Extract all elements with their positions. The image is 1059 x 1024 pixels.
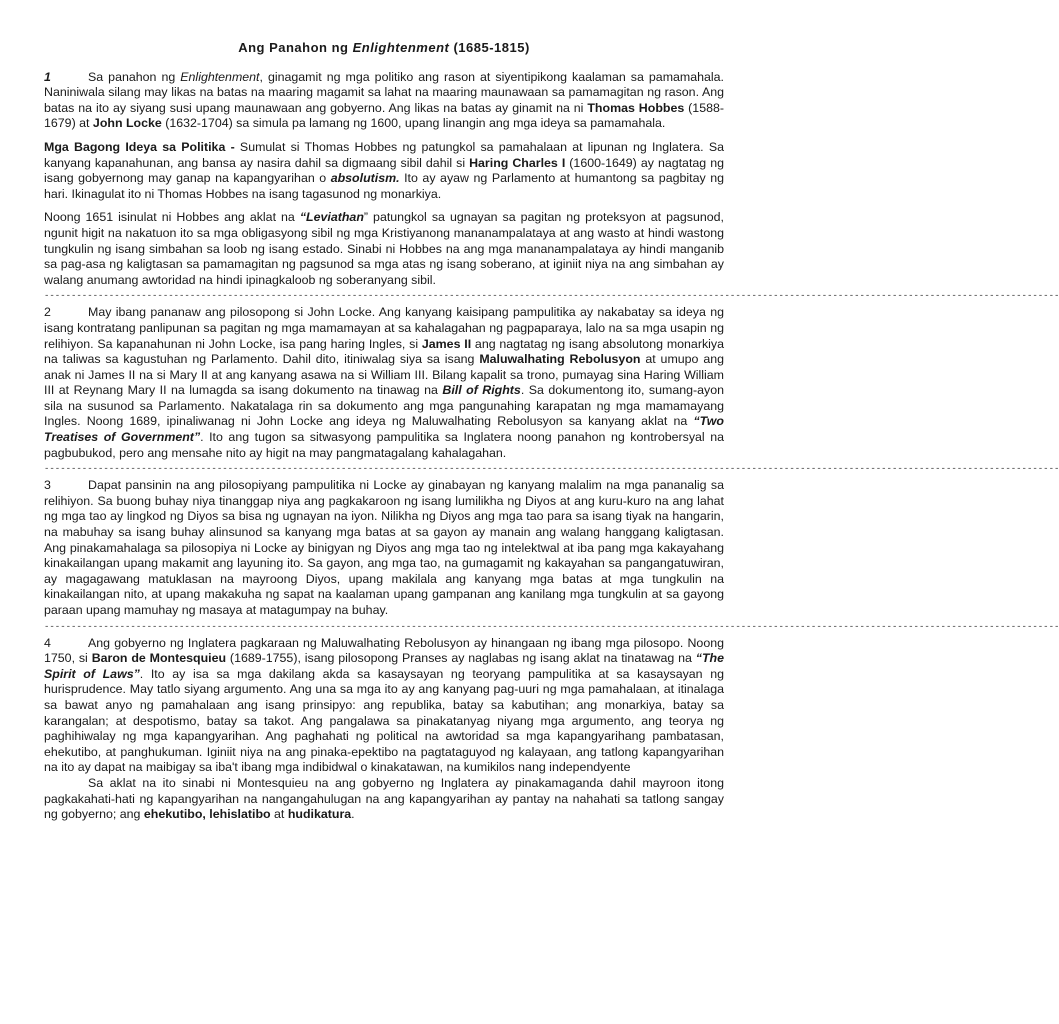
section-1-paragraph-1: 1 Sa panahon ng Enlightenment, ginagamit ng mga politiko ang rason at siyentipikong kaalaman sa pamamahala. Naniniwala silang may likas na batas na maaring magamit sa lahat na maaring maunawaan sa pamamagitan ng rason. Ang batas na ito ay siyang susi upang maunawaan ang gobyerno. Ang likas na batas ay ginamit na ni Thomas Hobbes (1588-1679) at John Locke (1632-1704) sa simula pa lamang ng 1600, upang linangin ang mga ideya sa pamamahala.: [44, 69, 724, 131]
section-number: 3: [44, 478, 51, 493]
title-suffix: (1685-1815): [449, 40, 530, 55]
title-italic: Enlightenment: [352, 40, 450, 55]
dashed-divider: --------------------------------------------------------------------------------------------------------------------------------------------------------------------------------------------: [44, 464, 1059, 475]
section-number: 4: [44, 635, 51, 650]
document-page: [44, 40, 1059, 823]
section-1-paragraph-3: Noong 1651 isinulat ni Hobbes ang aklat na “Leviathan” patungkol sa ugnayan sa pagitan ng proteksyon at pagsunod, ngunit higit na nakatuon ito sa mga obligasyong sibil ng mga Kristiyanong mananampalataya at ang wasto at hindi wastong tungkulin ng isang simbahan sa loob ng isang estado. Sinabi ni Hobbes na ang mga mananampalataya ay hindi manganib sa pag-asa ng kaligtasan sa pamamagitan ng pagsunod sa mga atas ng isang soberano, at iginiit niya na ang simbahan ay walang anumang awtoridad na hindi ipinagkaloob ng soberanyang sibil.: [44, 210, 724, 287]
section-number: 2: [44, 305, 51, 320]
section-1: [44, 70, 724, 289]
section-3: [44, 478, 724, 618]
section-4-paragraph-2: Sa aklat na ito sinabi ni Montesquieu na ang gobyerno ng Inglatera ay pinakamaganda dahil mayroon itong pagkakahati-hati ng kapangyarihan na nangangahulugan na ang kapangyarihan ay pantay na nahahati sa tatlong sangay ng gobyerno; ang ehekutibo, lehislatibo at hudikatura.: [44, 775, 724, 822]
dashed-divider: --------------------------------------------------------------------------------------------------------------------------------------------------------------------------------------------: [44, 291, 1059, 302]
section-4-paragraph-1: 4 Ang gobyerno ng Inglatera pagkaraan ng Maluwalhating Rebolusyon ay hinangaan ng ibang mga pilosopo. Noong 1750, si Baron de Montesquieu (1689-1755), isang pilosopong Pranses ay naglabas ng isang aklat na tinatawag na “The Spirit of Laws”. Ito ay isa sa mga dakilang akda sa kasaysayan ng teoryang pampulitika at sa kasaysayan ng hurisprudence. May tatlo siyang argumento. Ang una sa mga ito ay ang kanyang pag-uuri ng mga pamahalaan, at itinalaga sa bawat anyo ng pamahalaan ang isang prinsipyo: ang republika, batay sa kabutihan; ang monarkiya, batay sa karangalan; at despotismo, batay sa takot. Ang pangalawa sa pinakatanyag niyang mga argumento, ang teorya ng paghihiwalay ng mga kapangyarihan. Ang paghahati ng political na awtoridad sa mga kapangyarihang pambatasan, ehekutibo, at panghukuman. Iginiit niya na ang pinaka-epektibo na pagtataguyod ng kalayaan, ang tatlong kapangyarihan na ito ay dapat na maibigay sa iba't ibang mga indibidwal o kinakatawan, na kumikilos nang independyente: [44, 635, 725, 775]
section-2-paragraph-1: 2 May ibang pananaw ang pilosopong si John Locke. Ang kanyang kaisipang pampulitika ay nakabatay sa ideya ng isang kontratang panlipunan sa pagitan ng mga mamamayan at sa kahalagahan ng pagpaparaya, lalo na sa mga usapin ng relihiyon. Sa kapanahunan ni John Locke, isa pang haring Ingles, si James II ang nagtatag ng isang absolutong monarkiya na taliwas sa kagustuhan ng Parlamento. Dahil dito, itiniwalag siya sa isang Maluwalhating Rebolusyon at umupo ang anak ni James II na si Mary II at ang kanyang asawa na si William III. Bilang kapalit sa trono, pumayag sina Haring William III at Reynang Mary II na lumagda sa isang dokumento na tinawag na Bill of Rights. Sa dokumentong ito, sumang-ayon sila na susunod sa Parlamento. Nakatalaga rin sa dokumento ang mga pangunahing karapatan ng mga mamamayang Ingles. Noong 1689, ipinaliwanag ni John Locke ang ideya ng Maluwalhating Rebolusyon sa kanyang aklat na “Two Treatises of Government”. Ito ang tugon sa sitwasyong pampulitika sa Inglatera noong panahon ng kontrobersyal na pagbubukod, pero ang mensahe nito ay higit na may pangmatagalang kahalagahan.: [44, 305, 725, 460]
section-4: [44, 636, 724, 823]
section-3-paragraph-1: 3 Dapat pansinin na ang pilosopiyang pampulitika ni Locke ay ginabayan ng kanyang malalim na mga pananalig sa relihiyon. Sa buong buhay niya tinanggap niya ang pagkakaroon ng isang lumilikha ng Diyos at ang kuru-kuro na ang lahat ng mga tao ay lingkod ng Diyos sa bisa ng ugnayan na iyon. Nilikha ng Diyos ang mga tao para sa isang tiyak na hangarin, na mabuhay sa isang buhay alinsunod sa kanyang mga batas at sa gayon ay manain ang walang hanggang kaligtasan. Ang pinakamahalaga sa pilosopiya ni Locke ay binigyan ng Diyos ang mga tao ng intelektwal at iba pang mga kakayahang kinakailangan upang makamit ang layuning ito. Sa gayon, ang mga tao, na gumagamit ng kakayahan sa pangangatuwiran, ay magagawang matuklasan na mayroong Diyos, upang makilala ang kanyang mga batas at mga tungkulin na kinakailangan nito, at upang makakuha ng sapat na kaalaman upang gampanan ang kanilang mga tungkulin at sa gayong paraan upang mamuhay ng masaya at matagumpay na buhay.: [44, 478, 724, 617]
section-number: 1: [44, 69, 51, 84]
page-title: [44, 40, 724, 56]
section-1-paragraph-2: Mga Bagong Ideya sa Politika - Sumulat si Thomas Hobbes ng patungkol sa pamahalaan at lipunan ng Inglatera. Sa kanyang kapanahunan, ang bansa ay nasira dahil sa digmaang sibil dahil si Haring Charles I (1600-1649) ay nagtatag ng isang gobyernong may ganap na kapangyarihan o absolutism. Ito ay ayaw ng Parlamento at humantong sa pagbitay ng hari. Ikinagulat ito ni Thomas Hobbes na isang tagasunod ng monarkiya.: [44, 139, 724, 201]
title-prefix: Ang Panahon ng: [238, 40, 353, 55]
dashed-divider: --------------------------------------------------------------------------------------------------------------------------------------------------------------------------------------------: [44, 621, 1059, 632]
section-2: [44, 305, 724, 461]
